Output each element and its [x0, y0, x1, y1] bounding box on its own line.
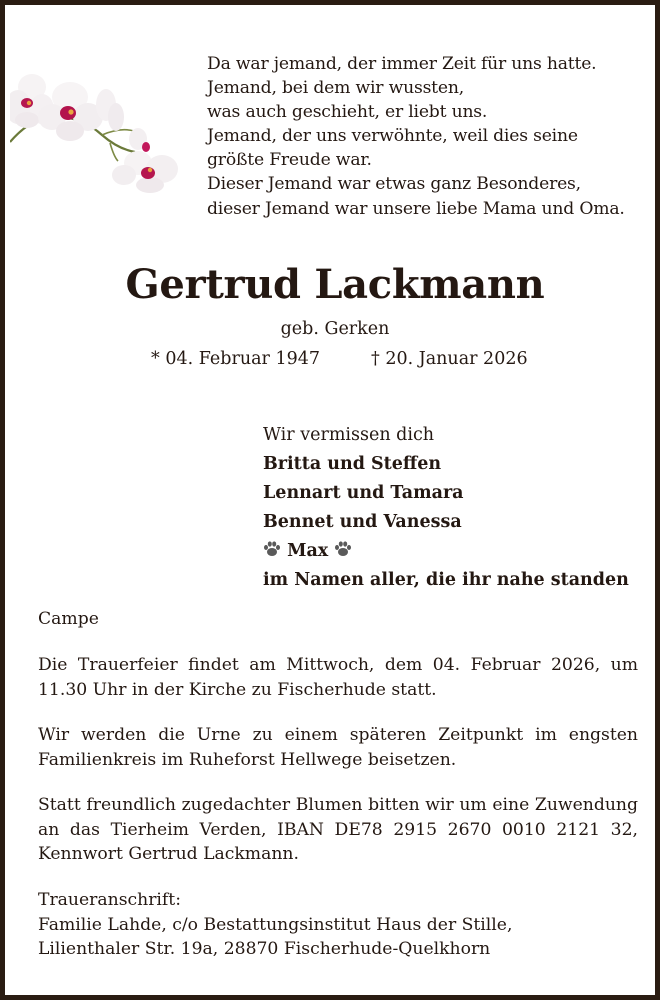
poem-line: größte Freude war.	[207, 150, 372, 171]
pet-name: Max	[287, 541, 329, 561]
urn-paragraph: Wir werden die Urne zu einem späteren Zeitpunkt im engsten Familienkreis im Ruheforst Hellwege beisetzen.	[38, 725, 638, 770]
poem	[207, 52, 627, 221]
deceased-name: Gertrud Lackmann	[125, 261, 545, 308]
address-block	[38, 888, 638, 962]
address-line: Familie Lahde, c/o Bestattungsinstitut Haus der Stille,	[38, 914, 513, 935]
place-name: Campe	[38, 609, 99, 629]
paw-icon	[334, 541, 352, 557]
mourner-name: Britta und Steffen	[263, 454, 442, 474]
maiden-name: geb. Gerken	[280, 319, 390, 339]
mourner-name: Bennet und Vanessa	[263, 512, 462, 532]
birth-date: * 04. Februar 1947	[151, 349, 320, 369]
address-label: Traueranschrift:	[38, 890, 181, 910]
mourner-name: Lennart und Tamara	[263, 483, 464, 503]
mourners-intro: Wir vermissen dich	[263, 425, 435, 445]
mourners-closing: im Namen aller, die ihr nahe standen	[263, 570, 629, 590]
poem-line: dieser Jemand war unsere liebe Mama und Oma.	[207, 198, 625, 219]
address-line: Lilienthaler Str. 19a, 28870 Fischerhude-Quelkhorn	[38, 939, 491, 959]
poem-line: Jemand, bei dem wir wussten,	[207, 78, 464, 99]
mourners-block	[263, 421, 629, 595]
funeral-paragraph: Die Trauerfeier findet am Mittwoch, dem 04. Februar 2026, um 11.30 Uhr in der Kirche zu Fischerhude statt.	[38, 655, 638, 700]
death-date: † 20. Januar 2026	[371, 349, 528, 369]
poem-line: Jemand, der uns verwöhnte, weil dies seine	[207, 126, 578, 147]
orchid-image	[10, 57, 182, 197]
poem-line: was auch geschieht, er liebt uns.	[207, 102, 488, 123]
donation-paragraph: Statt freundlich zugedachter Blumen bitten wir um eine Zuwendung an das Tierheim Verden, IBAN DE78 2915 2670 0010 2121 32, Kennwort Gertrud Lackmann.	[38, 795, 638, 864]
poem-line: Da war jemand, der immer Zeit für uns hatte.	[207, 54, 597, 74]
pet-line	[263, 537, 629, 566]
paw-icon	[263, 541, 281, 557]
poem-line: Dieser Jemand war etwas ganz Besonderes,	[207, 174, 581, 195]
